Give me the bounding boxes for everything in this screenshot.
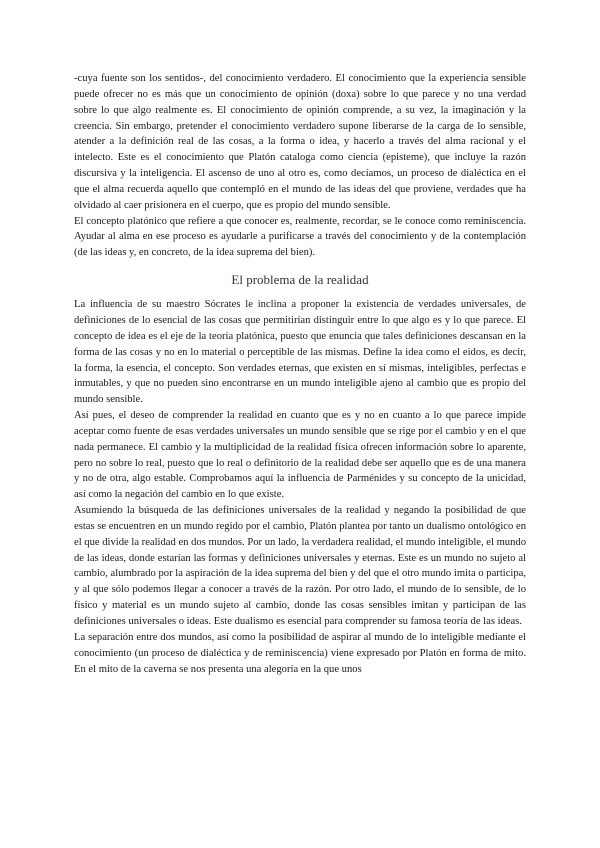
paragraph: La influencia de su maestro Sócrates le inclina a proponer la existencia de verdades universales, de definiciones de lo esencial de las cosas que permitirían distinguir entre lo que algo es y lo que parece. El concepto de idea es el eje de la teoría platónica, puesto que enuncia que tales definiciones descansan en la forma de las cosas y no en lo material o perceptible de las mismas. Define la idea como el eidos, es decir, la forma, la esencia, el concepto. Son verdades eternas, que existen en sí mismas, inteligibles, perfectas e inmutables, y que no pueden sino encontrarse en un mundo inteligible ajeno al cambio que es propio del mundo sensible. [74, 299, 526, 406]
paragraph: La separación entre dos mundos, así como la posibilidad de aspirar al mundo de lo inteligible mediante el conocimiento (un proceso de dialéctica y de reminiscencia) viene expresado por Platón en forma de mito. En el mito de la caverna se nos presenta una alegoría en la que unos [74, 631, 526, 675]
paragraph: El concepto platónico que refiere a que conocer es, realmente, recordar, se le conoce como reminiscencia. Ayudar al alma en ese proceso es ayudarle a purificarse a través del conocimiento y de la contemplación (de las ideas y, en concreto, de la idea suprema del bien). [74, 215, 526, 259]
paragraph: -cuya fuente son los sentidos-, del conocimiento verdadero. El conocimiento que la experiencia sensible puede ofrecer no es más que un conocimiento de opinión (doxa) sobre lo que parece y no una verdad sobre lo que algo realmente es. El conocimiento de opinión comprende, a su vez, la imaginación y la creencia. Sin embargo, pretender el conocimiento verdadero supone liberarse de la carga de lo sensible, atender a la definición real de las cosas, a la forma o idea, y hacerlo a través del alma racional y el intelecto. Este es el conocimiento que Platón cataloga como ciencia (episteme), que incluye la razón discursiva y la inteligencia. El ascenso de uno al otro es, como decíamos, un proceso de dialéctica en el que el alma recuerda aquello que contempló en el mundo de las ideas del que proviene, verdades que ha olvidado al caer prisionera en el cuerpo, que es propio del mundo sensible. [74, 73, 526, 211]
section-heading: El problema de la realidad [231, 272, 369, 288]
paragraph: Así pues, el deseo de comprender la realidad en cuanto que es y no en cuanto a lo que parece impide aceptar como fuente de esas verdades universales un mundo sensible que se rige por el cambio y en el que nada permanece. El cambio y la multiplicidad de la realidad física ofrecen información sobre lo aparente, pero no sobre lo real, puesto que lo real o definitorio de la realidad debe ser aquello que es de una manera y no de otra, algo estable. Comprobamos aquí la influencia de Parménides y su concepto de la unicidad, así como la negación del cambio en lo que existe. [74, 410, 526, 501]
document-body [74, 71, 526, 677]
paragraph: Asumiendo la búsqueda de las definiciones universales de la realidad y negando la posibilidad de que estas se encuentren en un mundo regido por el cambio, Platón plantea por tanto un dualismo ontológico en el que divide la realidad en dos mundos. Por un lado, la verdadera realidad, el mundo inteligible, el mundo de las ideas, donde estarían las formas y definiciones universales y eternas. Este es un mundo no sujeto al cambio, alumbrado por la aspiración de la idea suprema del bien y del que el otro mundo imita o participa, y al que sólo podemos llegar a conocer a través de la razón. Por otro lado, el mundo de lo sensible, de lo físico y material es un mundo sujeto al cambio, donde las cosas sensibles imitan y participan de las definiciones universales o ideas. Este dualismo es esencial para comprender su famosa teoría de las ideas. [74, 505, 526, 627]
